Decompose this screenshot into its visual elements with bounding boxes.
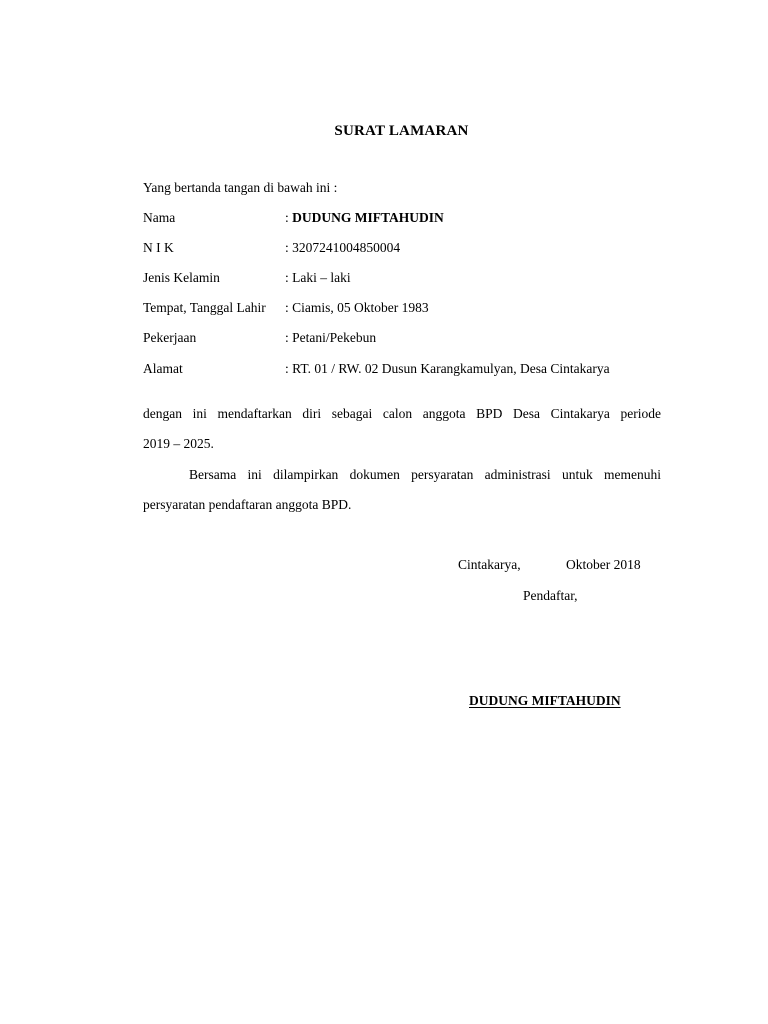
paragraph-registration-line1: dengan ini mendaftarkan diri sebagai calon anggota BPD Desa Cintakarya periode <box>143 406 661 421</box>
paragraph-attachment-line1: Bersama ini dilampirkan dokumen persyaratan administrasi untuk memenuhi <box>189 467 661 482</box>
paragraph-attachment <box>143 460 661 520</box>
field-value-birth: : Ciamis, 05 Oktober 1983 <box>285 300 429 315</box>
field-label-address: Alamat <box>143 361 183 376</box>
applicant-name: DUDUNG MIFTAHUDIN <box>292 210 444 225</box>
paragraph-registration <box>143 399 661 459</box>
field-colon: : <box>285 210 293 225</box>
field-label-occupation: Pekerjaan <box>143 330 197 345</box>
place-date <box>458 557 641 573</box>
field-value-address: : RT. 01 / RW. 02 Dusun Karangkamulyan, Desa Cintakarya <box>285 361 610 376</box>
field-value-occupation: : Petani/Pekebun <box>285 330 377 345</box>
field-row-address <box>143 361 683 379</box>
month-year-text: Oktober 2018 <box>566 557 641 572</box>
paragraph-registration-line2: 2019 – 2025. <box>143 436 214 451</box>
paragraph-attachment-line2: persyaratan pendaftaran anggota BPD. <box>143 497 352 512</box>
field-value-nik: : 3207241004850004 <box>285 240 401 255</box>
field-row-birth <box>143 300 683 318</box>
field-row-nik <box>143 240 683 258</box>
field-value-nama <box>285 210 444 226</box>
registrant-label: Pendaftar, <box>523 588 578 603</box>
intro-text: Yang bertanda tangan di bawah ini : <box>143 180 338 195</box>
field-row-nama <box>143 210 683 228</box>
letter-title: SURAT LAMARAN <box>334 123 469 139</box>
field-label-gender: Jenis Kelamin <box>143 270 220 285</box>
signer-name: DUDUNG MIFTAHUDIN <box>469 693 621 708</box>
place-text: Cintakarya, <box>458 557 521 572</box>
field-label-nik: N I K <box>143 240 174 255</box>
field-row-occupation <box>143 330 683 348</box>
field-label-nama: Nama <box>143 210 176 225</box>
field-label-birth: Tempat, Tanggal Lahir <box>143 300 266 315</box>
field-row-gender <box>143 270 683 288</box>
field-value-gender: : Laki – laki <box>285 270 351 285</box>
